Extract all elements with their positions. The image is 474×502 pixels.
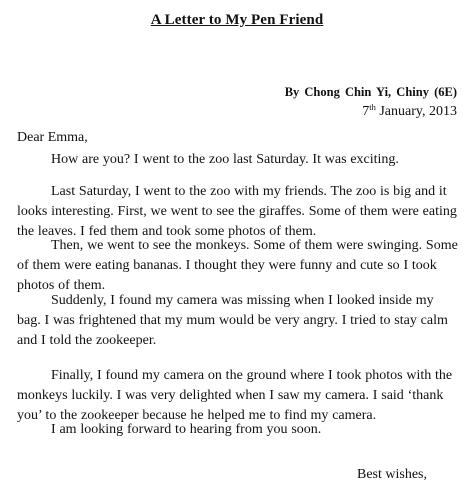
letter-date <box>362 104 457 120</box>
paragraph-zoo-visit: Last Saturday, I went to the zoo with my friends. The zoo is big and it looks interesting. First, we went to see the giraffes. Some of them were eating the leaves. I fed them and took some photos of them. <box>17 184 457 239</box>
author-line: By Chong Chin Yi, Chiny (6E) <box>284 85 457 99</box>
paragraph-greeting: How are you? I went to the zoo last Saturday. It was exciting. <box>51 152 399 167</box>
paragraph-closing-remark: I am looking forward to hearing from you soon. <box>51 422 322 437</box>
paragraph-monkeys: Then, we went to see the monkeys. Some of them were swinging. Some of them were eating bananas. I thought they were funny and cute so I took photos of them. <box>17 238 458 293</box>
salutation: Dear Emma, <box>17 130 88 145</box>
closing-line: Best wishes, <box>357 467 427 482</box>
paragraph-missing-camera: Suddenly, I found my camera was missing when I looked inside my bag. I was frightened that my mum would be very angry. I tried to stay calm and I told the zookeeper. <box>17 293 448 348</box>
paragraph-found-camera: Finally, I found my camera on the ground where I took photos with the monkeys luckily. I was very delighted when I saw my camera. I said ‘thank you’ to the zookeeper because he helped me to find my camera. <box>17 368 453 423</box>
date-ordinal-suffix: th <box>369 102 376 112</box>
date-month-year: January, 2013 <box>375 104 457 119</box>
date-day: 7 <box>362 104 370 119</box>
letter-title: A Letter to My Pen Friend <box>150 12 324 28</box>
